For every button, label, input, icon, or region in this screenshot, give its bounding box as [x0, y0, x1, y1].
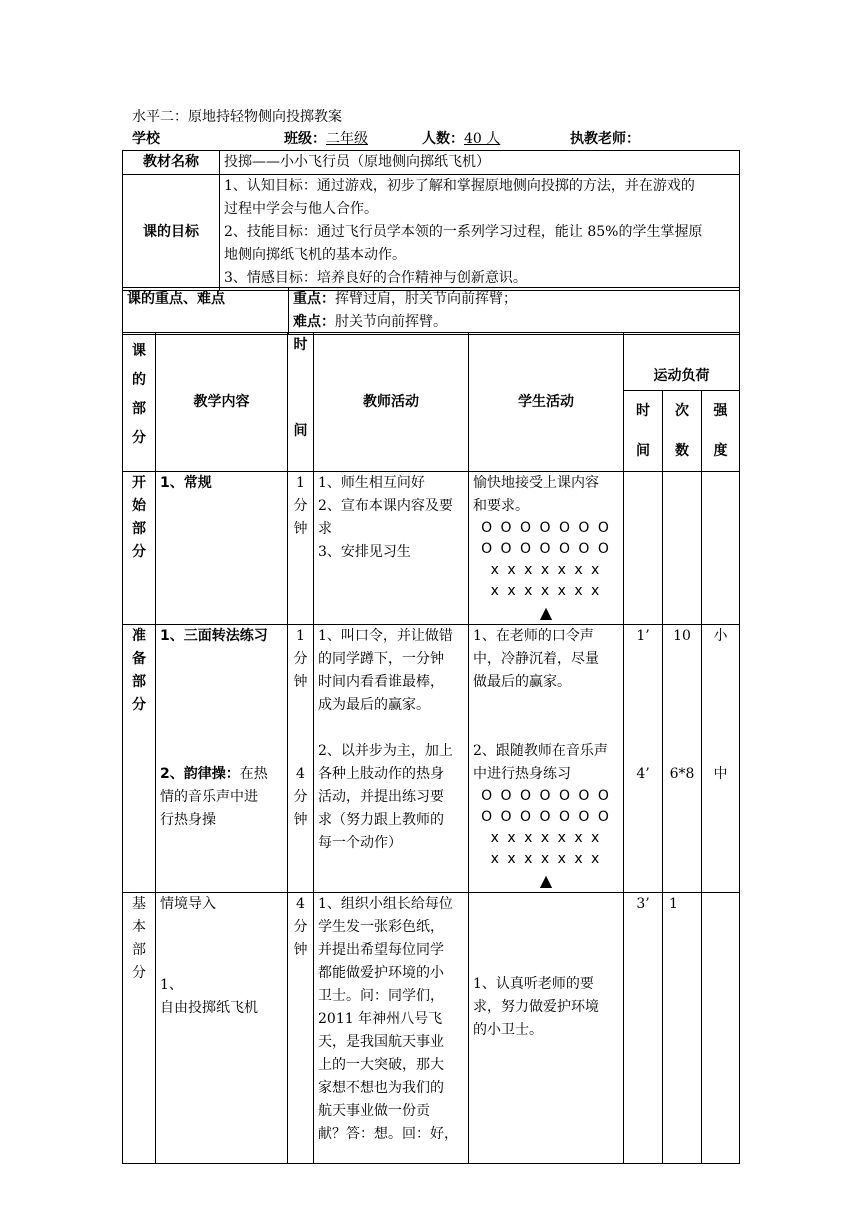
formation-x-row: x x x x x x x [490, 830, 602, 846]
lesson-table [122, 332, 740, 1164]
class-field [284, 128, 368, 148]
prepare-load-intensity: 小 中 [702, 625, 740, 893]
col-student-header: 学生活动 [469, 333, 624, 472]
material-value: 投掷——小小飞行员（原地侧向掷纸飞机） [220, 151, 740, 175]
prepare-student: 1、在老师的口令声 中，冷静沉着，尽量 做最后的赢家。 2、跟随教师在音乐声 中进行热身练习 O O O O O O O O O O O O O O x x x x x x x x x x x x x x ▲ [469, 625, 624, 893]
part-start: 开 始 部 分 [123, 472, 156, 625]
class-value: 二年级 [326, 131, 368, 147]
keypoints-text [289, 288, 740, 335]
start-teacher: 1、师生相互问好 2、宣布本课内容及要 求 3、安排见习生 [314, 472, 469, 625]
col-load-intensity-header: 强 度 [702, 391, 740, 472]
keypoints-label: 课的重点、难点 [123, 288, 289, 335]
formation-o-row: O O O O O O O [481, 788, 611, 804]
start-load-count [663, 472, 702, 625]
col-load-count-header: 次 数 [663, 391, 702, 472]
prepare-teacher: 1、叫口令，并让做错 的同学蹲下，一分钟 时间内看看谁最棒， 成为最后的赢家。 2、以并步为主，加上 各种上肢动作的热身 活动，并提出练习要 求（努力跟上教师的 每一个动作） [314, 625, 469, 893]
school-label: 学校 [132, 131, 160, 147]
goal-line: 过程中学会与他人合作。 [224, 201, 378, 217]
prepare-time: 1 分 钟 4 分 钟 [288, 625, 314, 893]
part-prepare: 准 备 部 分 [123, 625, 156, 893]
basic-time: 4 分 钟 [288, 893, 314, 1164]
formation-x-row: x x x x x x x [490, 583, 602, 599]
goal-line: 2、技能目标：通过飞行员学本领的一系列学习过程，能让 85%的学生掌握原 [224, 224, 703, 240]
prepare-content: 1、三面转法练习 2、韵律操：在热 情的音乐声中进 行热身操 [156, 625, 288, 893]
goal-line: 1、认知目标：通过游戏，初步了解和掌握原地侧向投掷的方法，并在游戏的 [224, 178, 695, 194]
formation-o-row: O O O O O O O [481, 541, 611, 557]
col-time-header: 时 间 [288, 333, 314, 472]
teacher-label: 执教老师： [570, 131, 640, 147]
basic-load-count: 1 [663, 893, 702, 1164]
basic-load-intensity [702, 893, 740, 1164]
formation-x-row: x x x x x x x [490, 851, 602, 867]
formation-x-row: x x x x x x x [490, 562, 602, 578]
start-content: 1、常规 [156, 472, 288, 625]
goals-label: 课的目标 [123, 175, 220, 291]
start-time: 1 分 钟 [288, 472, 314, 625]
prepare-load-time: 1’ 4’ [624, 625, 663, 893]
col-load-time-header: 时 间 [624, 391, 663, 472]
info-table [122, 150, 740, 291]
teacher-triangle-icon: ▲ [539, 603, 553, 622]
start-load-time [624, 472, 663, 625]
col-teacher-header: 教师活动 [314, 333, 469, 472]
goal-line: 3、情感目标：培养良好的合作精神与创新意识。 [224, 270, 527, 286]
basic-load-time: 3’ [624, 893, 663, 1164]
teacher-triangle-icon: ▲ [539, 871, 553, 890]
prepare-item1-title: 1、三面转法练习 [160, 628, 268, 644]
key-point: 重点：挥臂过肩，肘关节向前挥臂； [293, 291, 517, 307]
page-title: 水平二：原地持轻物侧向投掷教案 [132, 109, 342, 125]
prepare-item2-title: 2、韵律操：在热 [160, 766, 268, 782]
part-basic: 基 本 部 分 [123, 893, 156, 1164]
count-field [422, 128, 500, 148]
col-content-header: 教学内容 [156, 333, 288, 472]
material-label: 教材名称 [123, 151, 220, 175]
start-student: 愉快地接受上课内容 和要求。 O O O O O O O O O O O O O O x x x x x x x x x x x x x x ▲ [469, 472, 624, 625]
difficult-point: 难点：肘关节向前挥臂。 [293, 314, 447, 330]
count-value: 40 人 [464, 131, 501, 147]
formation-o-row: O O O O O O O [481, 520, 611, 536]
count-label: 人数： [422, 131, 464, 147]
col-part-header: 课 的 部 分 [123, 333, 156, 472]
col-load-header: 运动负荷 [624, 333, 740, 391]
prepare-load-count: 10 6*8 [663, 625, 702, 893]
goals-text [220, 175, 740, 291]
keypoints-table [122, 287, 740, 335]
goal-line: 地侧向掷纸飞机的基本动作。 [224, 247, 406, 263]
formation-o-row: O O O O O O O [481, 809, 611, 825]
basic-student: 1、认真听老师的要 求，努力做爱护环境 的小卫士。 [469, 893, 624, 1164]
basic-teacher: 1、组织小组长给每位 学生发一张彩色纸， 并提出希望每位同学 都能做爱护环境的小 卫士。问：同学们， 2011 年神州八号飞 天，是我国航天事业 上的一大突破，那大 家想不想也为我们的 航天事业做一份贡 献？答：想。回：好， [314, 893, 469, 1164]
start-load-intensity [702, 472, 740, 625]
basic-content: 情境导入 1、 自由投掷纸飞机 [156, 893, 288, 1164]
class-label: 班级： [284, 131, 326, 147]
info-row [132, 128, 738, 148]
